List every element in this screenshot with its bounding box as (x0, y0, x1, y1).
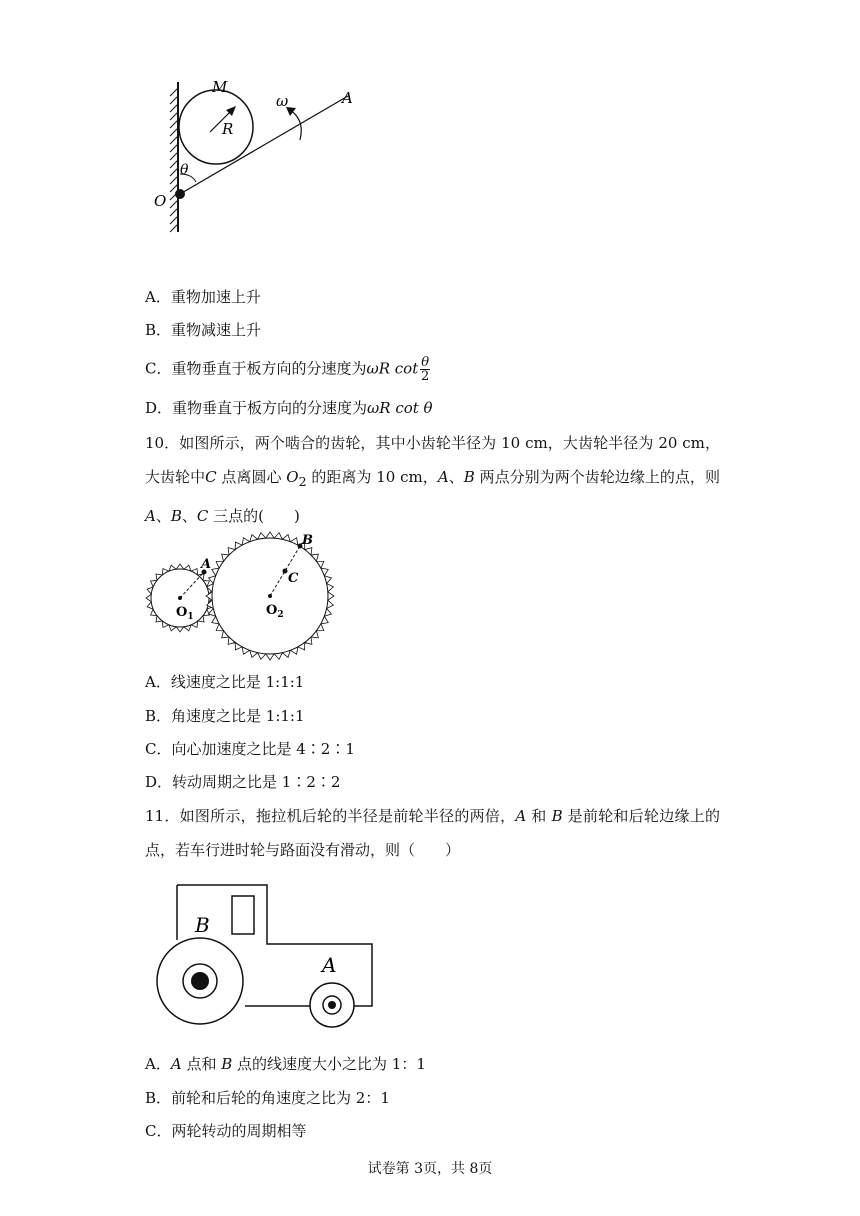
q11-text-1: 如图所示，拖拉机后轮的半径是前轮半径的两倍， (179, 807, 516, 825)
figure-gears (140, 530, 350, 665)
omega-arc (290, 110, 301, 140)
figure-tractor (150, 878, 385, 1033)
label-tractor-a: A (322, 953, 337, 977)
q9-option-c (145, 356, 430, 383)
q10-option-b: B．角速度之比是 1:1:1 (145, 707, 305, 725)
label-omega: ω (276, 92, 289, 110)
q10-text-4: 两点分别为两个齿轮边缘上的点，则 (474, 468, 720, 486)
q10-text-3: 的距离为 10 cm， (306, 468, 438, 486)
q11-option-c: C．两轮转动的周期相等 (145, 1122, 307, 1140)
label-tractor-b: B (195, 913, 210, 937)
q9-option-c-expr: ωR cot (366, 359, 419, 378)
q10-option-a: A．线速度之比是 1:1:1 (145, 673, 305, 691)
label-M: M (212, 78, 228, 96)
q10-stem (145, 426, 720, 533)
q11-option-a-b: B (221, 1055, 233, 1073)
q10-o2-sub: 2 (298, 474, 307, 489)
q11-text-3: 是前轮和后轮边缘上的点，若车行进时轮与路面没有滑动，则（ ） (145, 807, 720, 859)
q9-option-d-expr: ωR cot θ (367, 399, 433, 417)
q10-b: B (463, 468, 475, 486)
q10-b2: B (170, 507, 182, 525)
q9-option-c-prefix: C．重物垂直于板方向的分速度为 (145, 359, 367, 378)
q10-text-5: 三点的( ) (208, 507, 300, 525)
label-O: O (154, 192, 167, 210)
label-A: A (342, 89, 353, 107)
q10-text-1: 如图所示，两个啮合的齿轮，其中小齿轮半径为 10 cm，大齿轮半径为 20 cm，大齿轮中 (145, 434, 720, 486)
page-footer: 试卷第 3页，共 8页 (367, 1161, 493, 1177)
label-theta: θ (180, 162, 189, 178)
wall-hatching (170, 88, 178, 232)
label-gear-c: C (288, 571, 299, 586)
board-line (180, 96, 348, 194)
q11-stem (145, 799, 720, 867)
figure-rotating-board (140, 70, 380, 240)
q10-option-d: D．转动周期之比是 1∶2∶2 (145, 773, 341, 791)
q9-option-c-fraction (420, 356, 430, 383)
q10-text-2: 点离圆心 (216, 468, 287, 486)
q9-option-a: A．重物加速上升 (145, 288, 261, 306)
q11-text-2: 和 (526, 807, 552, 825)
q10-option-c: C．向心加速度之比是 4∶2∶1 (145, 740, 355, 758)
q11-option-a-text1: 点和 (181, 1055, 222, 1073)
q11-option-a-a: A (170, 1055, 182, 1073)
q11-number: 11． (145, 807, 180, 825)
pivot-point (175, 189, 185, 199)
q10-c2: C (196, 507, 209, 525)
q9-option-d (145, 398, 433, 418)
q10-sep3: 、 (181, 507, 197, 525)
label-o1: $O_1$ (176, 605, 194, 622)
q10-a: A (437, 468, 449, 486)
q10-sep2: 、 (155, 507, 171, 525)
q11-option-b: B．前轮和后轮的角速度之比为 2：1 (145, 1089, 390, 1107)
q11-option-a (145, 1054, 426, 1074)
label-gear-a: A (201, 557, 212, 572)
cylinder-circle (179, 90, 253, 164)
q10-o2: O (286, 468, 299, 486)
q9-option-c-den: 2 (421, 369, 430, 384)
q11-b: B (551, 807, 563, 825)
tractor-window (232, 896, 254, 934)
q11-option-a-prefix: A． (145, 1055, 171, 1073)
q9-option-c-num: θ (421, 355, 430, 370)
q11-option-a-text2: 点的线速度大小之比为 1：1 (232, 1055, 426, 1073)
q9-option-b: B．重物减速上升 (145, 321, 262, 339)
q9-option-d-prefix: D．重物垂直于板方向的分速度为 (145, 399, 368, 417)
q10-a2: A (145, 507, 156, 525)
label-o2: $O_2$ (266, 603, 284, 620)
label-gear-b: B (302, 533, 313, 548)
q10-sep1: 、 (448, 468, 464, 486)
label-R: R (222, 120, 234, 138)
q11-a: A (515, 807, 527, 825)
q10-c: C (205, 468, 217, 486)
q10-number: 10． (145, 434, 180, 452)
